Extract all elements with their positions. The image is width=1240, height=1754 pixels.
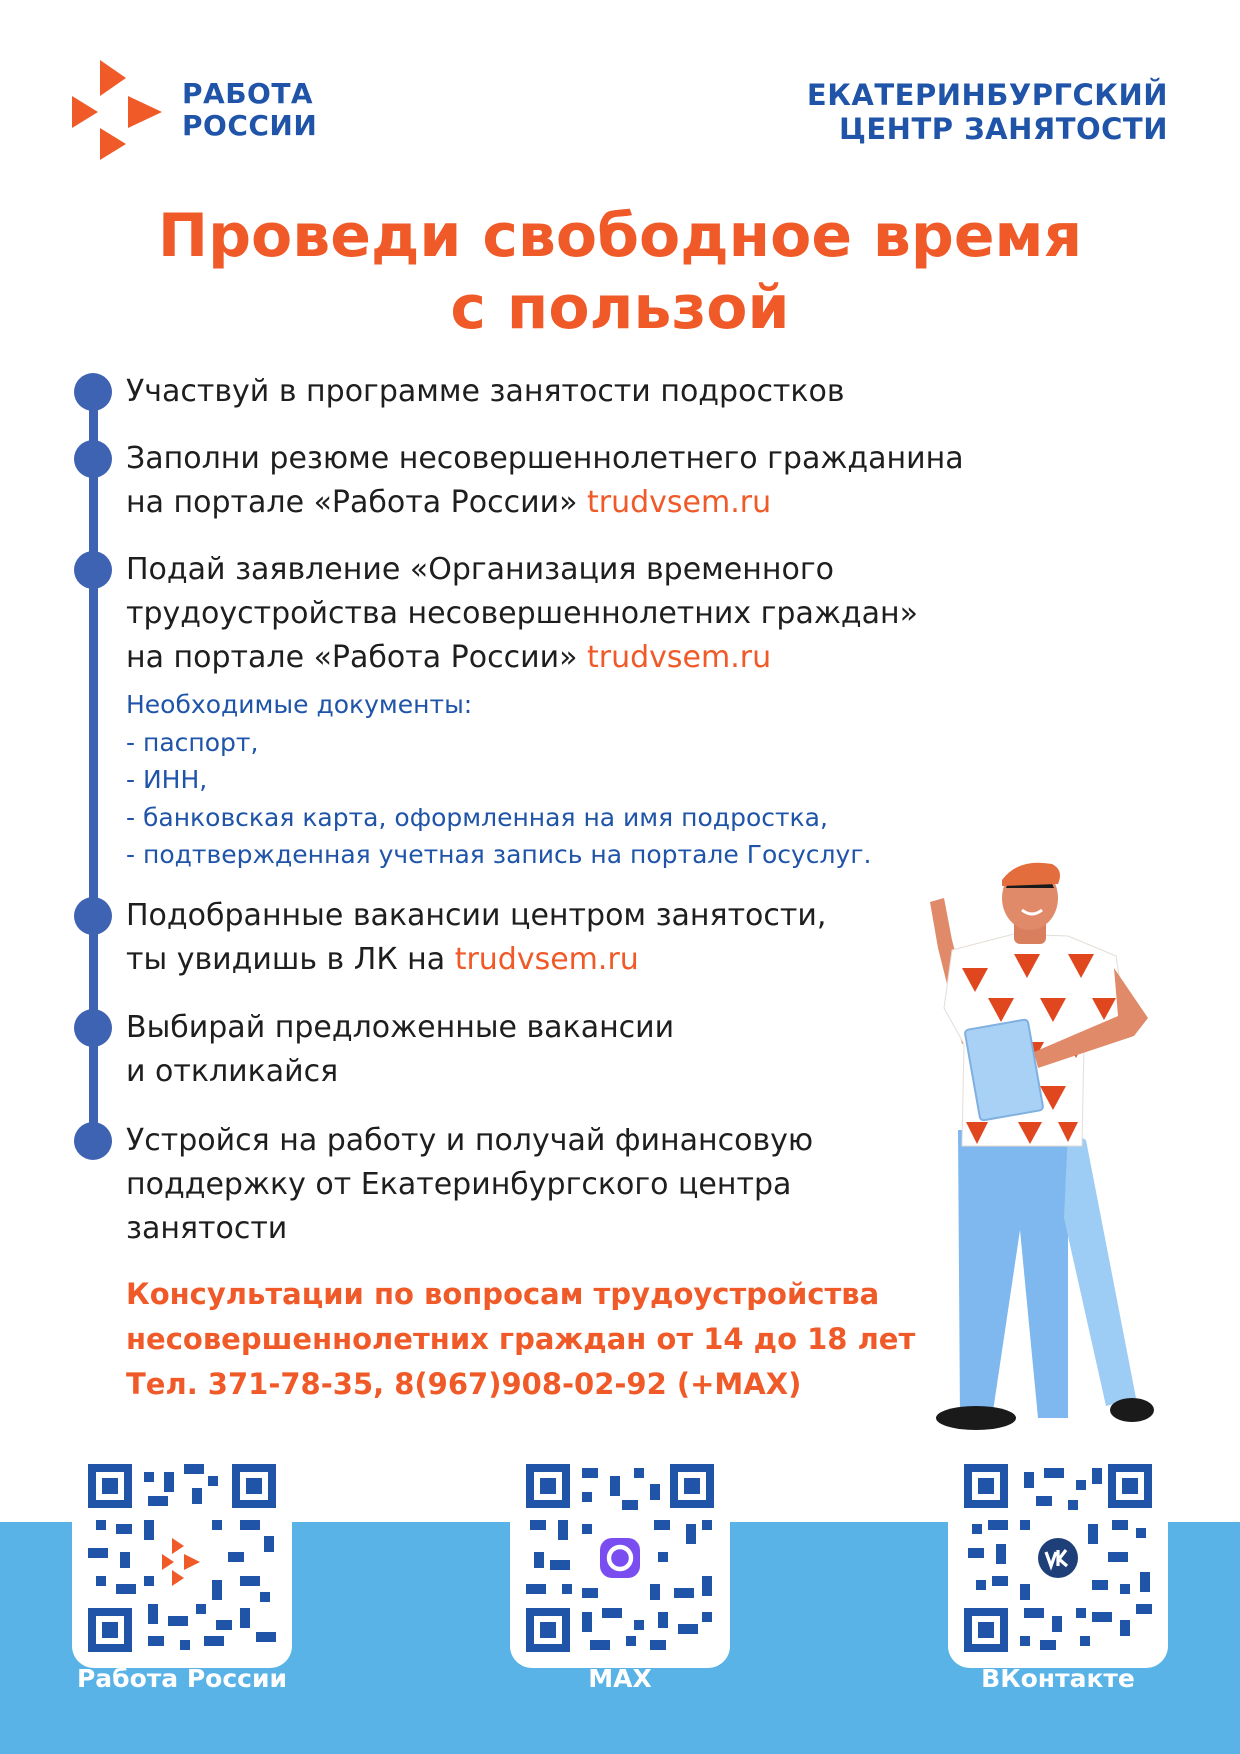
- center-line-2: ЦЕНТР ЗАНЯТОСТИ: [838, 112, 1168, 146]
- consultation-line-1: Консультации по вопросам трудоустройства: [126, 1277, 880, 1311]
- timeline-dot: [74, 897, 112, 935]
- document-item: - ИНН,: [126, 765, 208, 794]
- employment-center-name: [807, 78, 1168, 146]
- qr-code-icon: [526, 1464, 714, 1652]
- step-text: [126, 481, 964, 525]
- qr-card-max[interactable]: [510, 1448, 730, 1668]
- qr-card-rabota-rossii[interactable]: [72, 1448, 292, 1668]
- qr-code-icon: [88, 1464, 276, 1652]
- step-text: Подобранные вакансии центром занятости,: [126, 898, 827, 933]
- step-text: Заполни резюме несовершеннолетнего гражданина: [126, 441, 964, 476]
- max-messenger-icon: [600, 1538, 640, 1578]
- step-text: Подай заявление «Организация временного: [126, 552, 834, 587]
- step-1: [126, 370, 845, 414]
- logo-line-1: РАБОТА: [182, 77, 314, 110]
- qr-label-vk: ВКонтакте: [981, 1664, 1135, 1693]
- timeline-dot: [74, 551, 112, 589]
- step-text: Участвуй в программе занятости подростков: [126, 374, 845, 409]
- timeline-dot: [74, 1122, 112, 1160]
- page-title: [40, 200, 1200, 344]
- document-item: - подтвержденная учетная запись на портале Госуслуг.: [126, 840, 872, 869]
- trudvsem-link[interactable]: trudvsem.ru: [586, 640, 772, 675]
- consultation-line-2: несовершеннолетних граждан от 14 до 18 лет: [126, 1322, 916, 1356]
- timeline-dot: [74, 373, 112, 411]
- step-text: и откликайся: [126, 1054, 339, 1089]
- step-5: [126, 1006, 674, 1094]
- step-text-part: на портале «Работа России»: [126, 640, 587, 675]
- title-line-1: Проведи свободное время: [157, 201, 1083, 271]
- step-text: [126, 938, 826, 982]
- documents-title: Необходимые документы:: [126, 690, 473, 719]
- document-item: - банковская карта, оформленная на имя подростка,: [126, 802, 828, 832]
- step-text-part: на портале «Работа России»: [126, 485, 587, 520]
- step-text: Устройся на работу и получай финансовую: [126, 1123, 814, 1158]
- step-text-part: ты увидишь в ЛК на: [126, 942, 455, 977]
- step-text: [126, 636, 918, 680]
- step-text: поддержку от Екатеринбургского центра: [126, 1167, 792, 1202]
- rabota-rossii-logo-icon: [70, 58, 170, 162]
- timeline-dot: [74, 440, 112, 478]
- trudvsem-link[interactable]: trudvsem.ru: [586, 485, 772, 520]
- center-line-1: ЕКАТЕРИНБУРГСКИЙ: [806, 78, 1168, 112]
- qr-code-icon: [964, 1464, 1152, 1652]
- consultation-phone: Тел. 371-78-35, 8(967)908-02-92 (+MAX): [126, 1367, 802, 1401]
- document-item: - паспорт,: [126, 727, 259, 757]
- timeline-dot: [74, 1009, 112, 1047]
- step-2: [126, 437, 964, 525]
- qr-label-rabota-rossii: Работа России: [76, 1664, 288, 1693]
- consultation-info: [126, 1272, 915, 1407]
- step-6: [126, 1119, 813, 1251]
- required-documents: [126, 686, 871, 874]
- qr-card-vk[interactable]: [948, 1448, 1168, 1668]
- step-4: [126, 894, 826, 982]
- step-text: Выбирай предложенные вакансии: [126, 1010, 675, 1045]
- title-line-2: с пользой: [450, 273, 790, 343]
- trudvsem-link[interactable]: trudvsem.ru: [454, 942, 639, 977]
- teen-worker-illustration-icon: [918, 858, 1178, 1430]
- logo-line-2: РОССИИ: [182, 109, 318, 142]
- logo-wordmark: [182, 78, 317, 142]
- step-text: трудоустройства несовершеннолетних граждан»: [126, 596, 918, 631]
- vk-icon: [1038, 1538, 1078, 1578]
- step-text: занятости: [126, 1211, 288, 1246]
- step-3: [126, 548, 918, 680]
- qr-label-max: MAX: [588, 1664, 652, 1693]
